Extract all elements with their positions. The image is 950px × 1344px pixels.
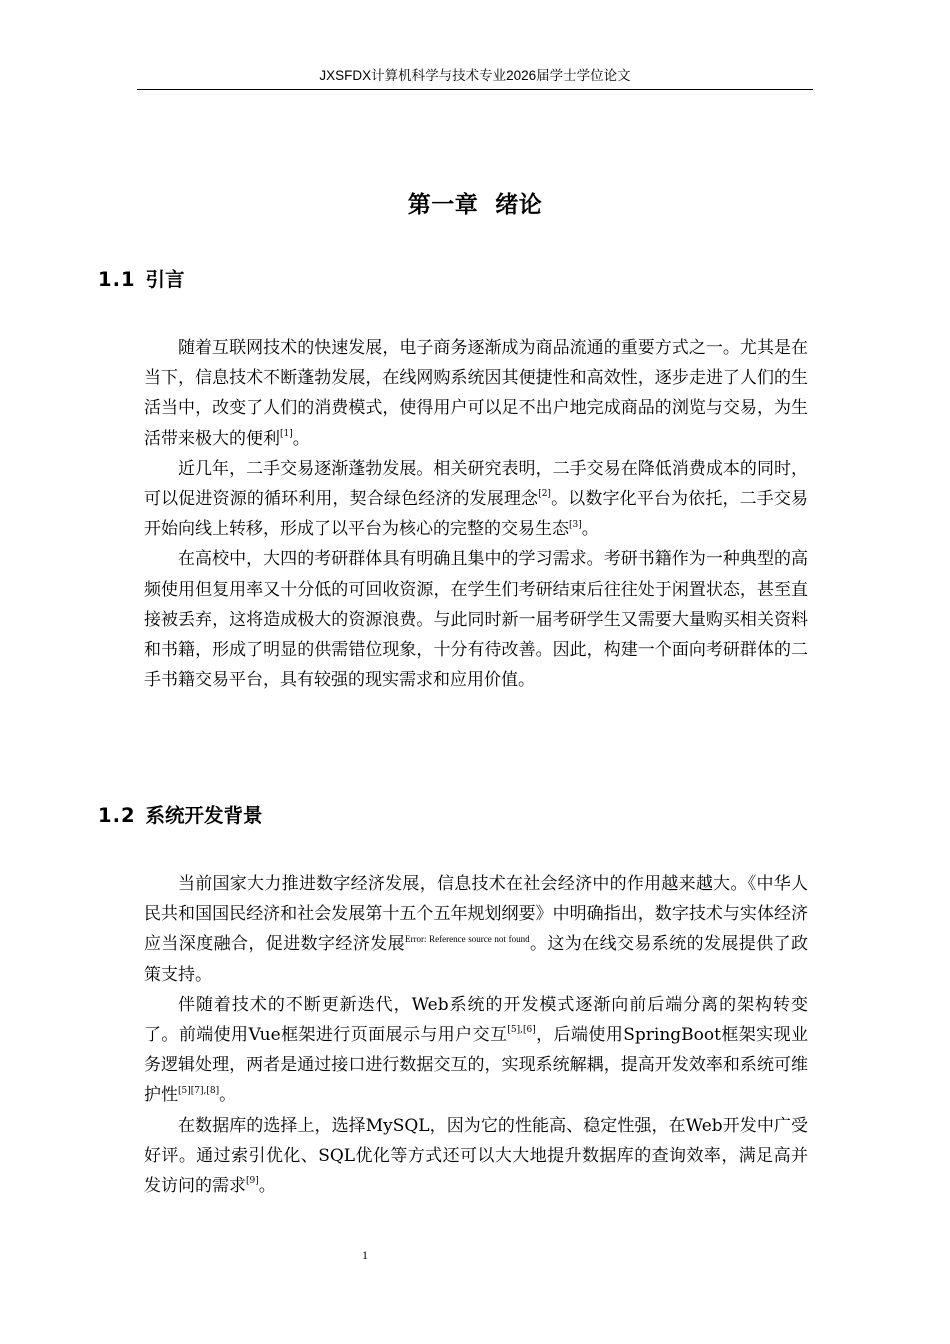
section-1-1-body [144,333,808,695]
section-number: 1.1 [98,268,136,291]
chapter-title: 第一章 绪论 [407,192,543,218]
citation: [3] [569,519,582,530]
citation: [9] [246,1176,259,1187]
citation: [1] [280,428,293,439]
section-1-2-body [144,869,808,1201]
paragraph: 当前国家大力推进数字经济发展，信息技术在社会经济中的作用越来越大。《中华人民共和国国民经济和社会发展第十五个五年规划纲要》中明确指出，数字技术与实体经济应当深度融合，促进数字经济发展$^{Error: Reference source not found}$。这为在线交易系统的发展提供了政策支持。 [144,874,809,985]
citation-error: Error: Reference source not found [405,933,530,944]
section-title: 引言 [145,268,185,291]
paragraph: 伴随着技术的不断更新迭代，Web系统的开发模式逐渐向前后端分离的架构转变了。前端使用Vue框架进行页面展示与用户交互[5],[6]，后端使用SpringBoot框架实现业务逻辑处理，两者是通过接口进行数据交互的，实现系统解耦，提高开发效率和系统可维护性[5][7],[8]。 [144,994,808,1106]
citation: [5],[6] [507,1025,536,1036]
header-rule [137,89,813,90]
paragraph: 随着互联网技术的快速发展，电子商务逐渐成为商品流通的重要方式之一。尤其是在当下，信息技术不断蓬勃发展，在线网购系统因其便捷性和高效性，逐步走进了人们的生活当中，改变了人们的消费模式，使得用户可以足不出户地完成商品的浏览与交易，为生活带来极大的便利[1]。 [144,338,808,449]
paragraph: 在高校中，大四的考研群体具有明确且集中的学习需求。考研书籍作为一种典型的高频使用但复用率又十分低的可回收资源，在学生们考研结束后往往处于闲置状态，甚至直接被丢弃，这将造成极大的资源浪费。与此同时新一届考研学生又需要大量购买相关资料和书籍，形成了明显的供需错位现象，十分有待改善。因此，构建一个面向考研群体的二手书籍交易平台，具有较强的现实需求和应用价值。 [144,549,808,691]
paragraph: 近几年，二手交易逐渐蓬勃发展。相关研究表明，二手交易在降低消费成本的同时，可以促进资源的循环利用，契合绿色经济的发展理念[2]。以数字化平台为依托，二手交易开始向线上转移，形成了以平台为核心的完整的交易生态[3]。 [144,458,809,540]
citation: [5][7],[8] [178,1085,220,1096]
page-number: 1 [362,1248,368,1262]
section-title: 系统开发背景 [145,804,263,827]
section-heading-1-1 [98,265,185,295]
section-heading-1-2 [98,801,263,831]
running-header: JXSFDX计算机科学与技术专业2026届学士学位论文 [319,68,631,83]
paragraph: 在数据库的选择上，选择MySQL，因为它的性能高、稳定性强，在Web开发中广受好评。通过索引优化、SQL优化等方式还可以大大地提升数据库的查询效率，满足高并发访问的需求[9]。 [144,1115,808,1197]
section-number: 1.2 [98,804,136,827]
citation: [2] [538,489,551,500]
